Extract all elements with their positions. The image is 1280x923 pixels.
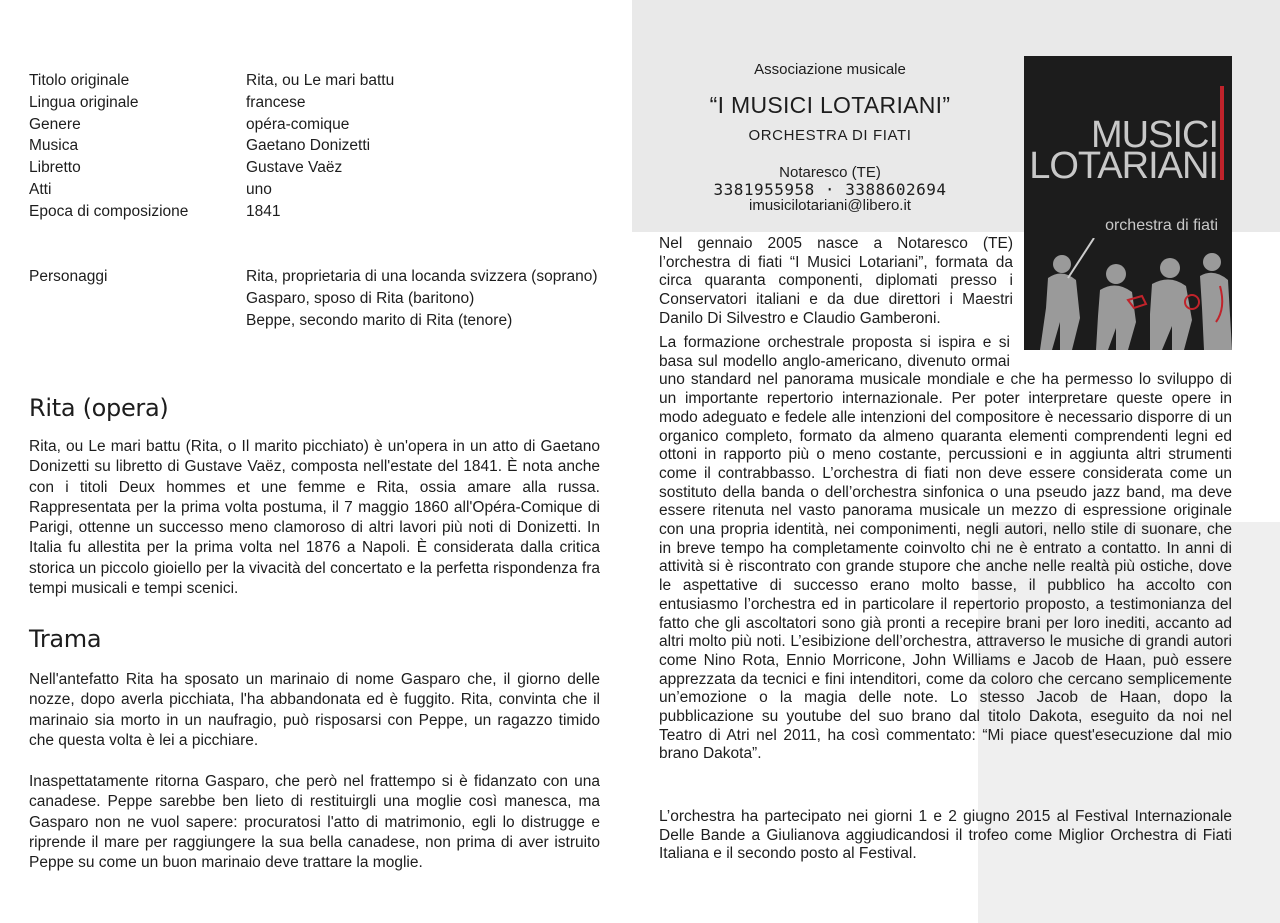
orchestra-paragraph-2: La formazione orchestrale proposta si ispira e si basa sul modello anglo-americano, divenuto ormai uno standard nel panorama musicale mondiale e che ha permesso lo sviluppo di un importante repertorio internazionale. Per poter interpretare queste opere in modo adeguato e fedele alle intenzioni del compositore è necessario disporre di un organico completo, formato da almeno quaranta elementi comprendenti legni ed ottoni in rapporto più o meno costante, percussioni e in aggiunta altri strumenti come il contrabbasso. L’orchestra di fiati non deve essere considerata come un sostituto della banda o dell’orchestra sinfonica o una pseudo jazz band, ma deve essere ritenuta nel vasto panorama musicale un mezzo di espressione originale con una propria identità, nei componimenti, negli autori, nello stile di suonare, che in breve tempo ha completamente coinvolto chi ne è entrato a contatto. In anni di attività si è riscontrato con grande stupore che anche nelle realtà più ostiche, dove le aspettative di successo erano molto basse, il pubblico ha accolto con entusiasmo l’orchestra ed in particolare il repertorio proposto, a testimonianza del fatto che gli ascoltatori sono già pronti a recepire brani per loro inediti, accanto ad altri molto più noti. L’esibizione dell’orchestra, attraverso le musiche di grandi autori come Nino Rota, Ennio Morricone, John Williams e Jacob de Haan, può essere apprezzata da tecnici e fini intenditori, come da coloro che cercano semplicemente un’emozione o la magia delle note. Lo stesso Jacob de Haan, dopo la pubblicazione su youtube del suo brano dal titolo Dakota, eseguito da noi nel Teatro di Atri nel 2011, ha così commentato: “Mi piace quest'esecuzione dal mio brano Dakota”. bbox=[659, 334, 1232, 763]
trama-paragraph-1: Nell'antefatto Rita ha sposato un marinaio di nome Gasparo che, il giorno delle nozze, dopo averla picchiata, l'ha abbandonata ed è fuggito. Rita, convinta che il marinaio sia morto in un naufragio, può risposarsi con Peppe, un ragazzo timido che questa volta è lei a picchiare. bbox=[29, 671, 600, 749]
info-row bbox=[29, 157, 394, 179]
logo-subtitle: orchestra di fiati bbox=[1105, 217, 1218, 234]
info-row bbox=[29, 179, 394, 201]
orchestra-paragraph-1: Nel gennaio 2005 nasce a Notaresco (TE) l’orchestra di fiati “I Musici Lotariani”, formata da circa quaranta componenti, diplomati presso i Conservatori italiani e da due direttori i Maestri Danilo Di Silvestro e Claudio Gamberoni. bbox=[659, 235, 1013, 327]
info-value: opéra-comique bbox=[246, 115, 350, 133]
logo-red-bar bbox=[1220, 86, 1224, 180]
info-key: Lingua originale bbox=[29, 93, 139, 111]
personaggio-item: Beppe, secondo marito di Rita (tenore) bbox=[246, 311, 513, 329]
association-name: “I MUSICI LOTARIANI” bbox=[709, 92, 951, 118]
info-row bbox=[29, 114, 394, 136]
info-value: 1841 bbox=[246, 202, 281, 220]
logo-line-2: LOTARIANI bbox=[1029, 145, 1218, 187]
trama-heading: Trama bbox=[29, 625, 102, 653]
info-key: Genere bbox=[29, 115, 81, 133]
info-table bbox=[29, 70, 394, 223]
personaggio-item: Rita, proprietaria di una locanda svizzera (soprano) bbox=[246, 268, 598, 285]
info-value: Rita, ou Le mari battu bbox=[246, 72, 395, 89]
orchestra-paragraph-3: L’orchestra ha partecipato nei giorni 1 e 2 giugno 2015 al Festival Internazionale Delle Bande a Giulianova aggiudicandosi il trofeo come Miglior Orchestra di Fiati Italiana e il secondo posto al Festival. bbox=[659, 808, 1232, 863]
logo-wrap-spacer bbox=[1010, 334, 1232, 370]
info-value: francese bbox=[246, 93, 306, 111]
personaggi-block bbox=[29, 266, 598, 331]
opera-heading: Rita (opera) bbox=[29, 394, 169, 422]
personaggi-list bbox=[246, 266, 598, 331]
info-key: Musica bbox=[29, 137, 79, 155]
trama-paragraph-2: Inaspettatamente ritorna Gasparo, che però nel frattempo si è fidanzato con una canadese. Peppe sarebbe ben lieto di restituirgli una moglie così manesca, ma Gasparo non ne vuol sapere: procuratosi l'atto di matrimonio, egli lo distrugge e riprende il mare per raggiungere la sua bella canadese, non prima di aver istruito Peppe su come un buon marinaio deve trattare la moglie. bbox=[29, 773, 600, 872]
info-key: Atti bbox=[29, 180, 52, 198]
info-value: Gaetano Donizetti bbox=[246, 137, 371, 155]
info-row bbox=[29, 70, 394, 92]
opera-paragraph: Rita, ou Le mari battu (Rita, o Il marito picchiato) è un'opera in un atto di Gaetano Donizetti su libretto di Gustave Vaëz, composta nell'estate del 1841. È nota anche con i titoli Deux hommes et une femme e Rita, ossia amare alla russa. Rappresentata per la prima volta postuma, il 7 maggio 1860 all'Opéra-Comique di Parigi, ottenne un successo meno clamoroso di altri lavori più noti di Donizetti. In Italia fu allestita per la prima volta nel 1876 a Napoli. È considerata dalla critica storica un piccolo gioiello per la vivacità del concertato e la perfetta rispondenza fra tempi musicali e tempi scenici. bbox=[29, 438, 600, 598]
info-value: uno bbox=[246, 180, 272, 198]
info-key: Titolo originale bbox=[29, 72, 130, 89]
logo-line-1: MUSICI bbox=[1091, 114, 1218, 156]
info-key: Libretto bbox=[29, 159, 81, 177]
personaggio-item: Gasparo, sposo di Rita (baritono) bbox=[246, 289, 475, 307]
info-row bbox=[29, 201, 394, 223]
info-key: Epoca di composizione bbox=[29, 202, 189, 220]
personaggi-label: Personaggi bbox=[29, 268, 108, 285]
association-phones: 3381955958 · 3388602694 bbox=[713, 180, 947, 199]
association-orchestra: ORCHESTRA DI FIATI bbox=[748, 127, 912, 144]
association-subtitle: Associazione musicale bbox=[754, 61, 906, 78]
info-value: Gustave Vaëz bbox=[246, 159, 343, 177]
info-row bbox=[29, 92, 394, 114]
info-row bbox=[29, 135, 394, 157]
orchestra-logo bbox=[1024, 56, 1232, 350]
association-place: Notaresco (TE) bbox=[779, 164, 881, 181]
association-email[interactable]: imusicilotariani@libero.it bbox=[749, 197, 911, 214]
